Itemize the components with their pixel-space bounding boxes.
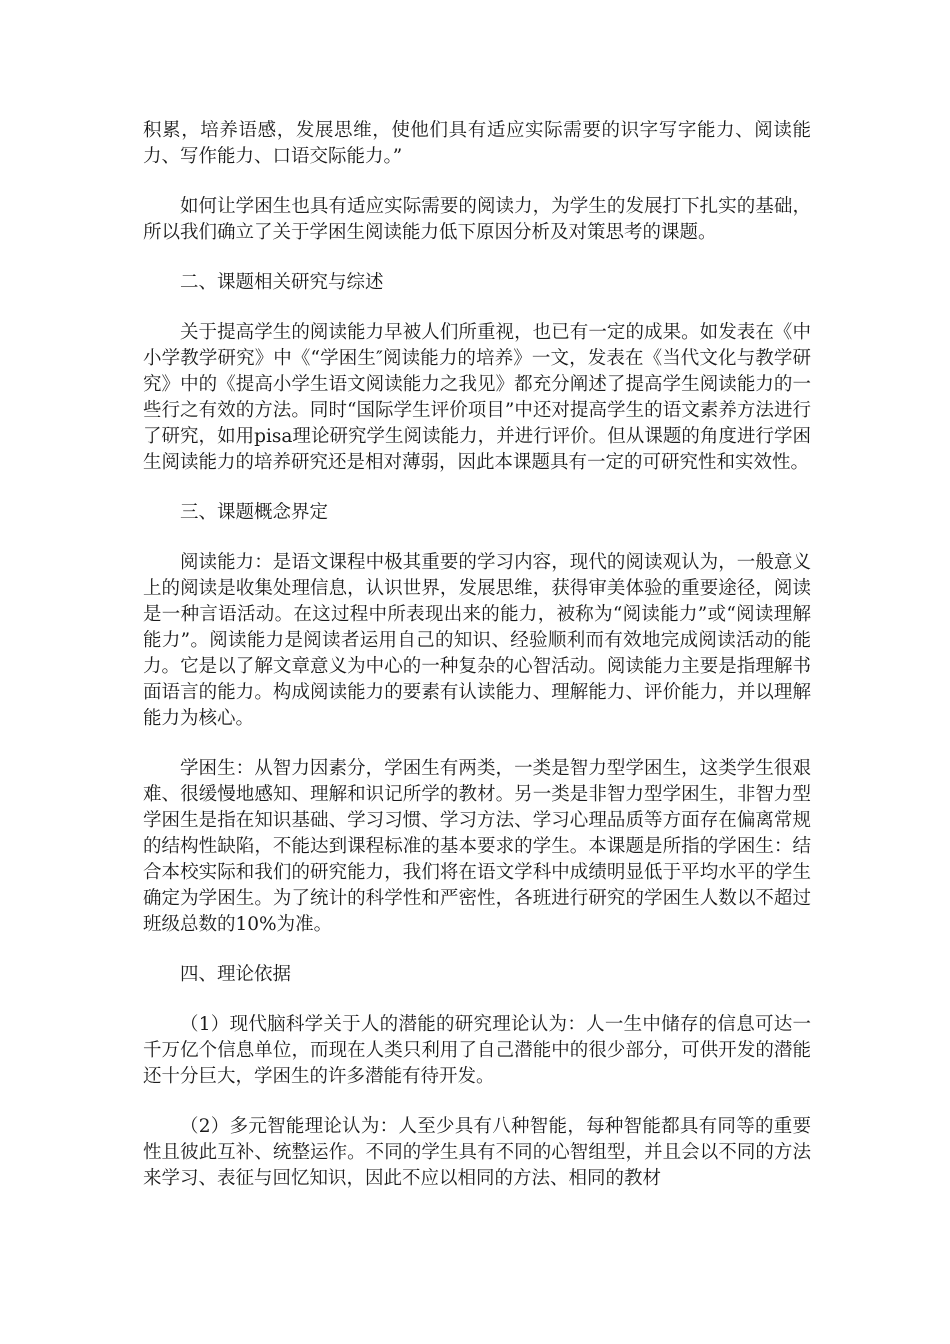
paragraph-research-purpose: 如何让学困生也具有适应实际需要的阅读力，为学生的发展打下扎实的基础，所以我们确立了关于学困生阅读能力低下原因分析及对策思考的课题。 xyxy=(143,196,811,243)
paragraph-continuation: 积累，培养语感，发展思维，使他们具有适应实际需要的识字写字能力、阅读能力、写作能力、口语交际能力。” xyxy=(143,120,811,167)
section-heading-4: 四、理论依据 xyxy=(180,964,292,985)
document-page xyxy=(143,118,811,1192)
section-heading-2: 二、课题相关研究与综述 xyxy=(180,272,384,293)
paragraph-related-research: 关于提高学生的阅读能力早被人们所重视，也已有一定的成果。如发表在《中小学教学研究》中《“学困生″阅读能力的培养》一文，发表在《当代文化与教学研究》中的《提高小学生语文阅读能力之我见》都充分阐述了提高学生阅读能力的一些行之有效的方法。同时“国际学生评价项目”中还对提高学生的语文素养方法进行了研究，如用pisa理论研究学生阅读能力，并进行评价。但从课题的角度进行学困生阅读能力的培养研究还是相对薄弱，因此本课题具有一定的可研究性和实效性。 xyxy=(143,322,811,473)
paragraph-reading-ability-definition: 阅读能力：是语文课程中极其重要的学习内容，现代的阅读观认为，一般意义上的阅读是收集处理信息，认识世界，发展思维，获得审美体验的重要途径，阅读是一种言语活动。在这过程中所表现出来的能力，被称为“阅读能力”或“阅读理解能力”。阅读能力是阅读者运用自己的知识、经验顺利而有效地完成阅读活动的能力。它是以了解文章意义为中心的一种复杂的心智活动。阅读能力主要是指理解书面语言的能力。构成阅读能力的要素有认读能力、理解能力、评价能力，并以理解能力为核心。 xyxy=(143,552,811,729)
section-heading-3: 三、课题概念界定 xyxy=(180,502,329,523)
paragraph-theory-1: （1）现代脑科学关于人的潜能的研究理论认为：人一生中储存的信息可达一千万亿个信息单位，而现在人类只利用了自己潜能中的很少部分，可供开发的潜能还十分巨大，学困生的许多潜能有待开发。 xyxy=(143,1014,811,1087)
paragraph-struggling-student-definition: 学困生：从智力因素分，学困生有两类，一类是智力型学困生，这类学生很艰难、很缓慢地感知、理解和识记所学的教材。另一类是非智力型学困生，非智力型学困生是指在知识基础、学习习惯、学习方法、学习心理品质等方面存在偏离常规的结构性缺陷，不能达到课程标准的基本要求的学生。本课题是所指的学困生：结合本校实际和我们的研究能力，我们将在语文学科中成绩明显低于平均水平的学生确定为学困生。为了统计的科学性和严密性，各班进行研究的学困生人数以不超过班级总数的10%为准。 xyxy=(143,758,811,935)
paragraph-theory-2: （2）多元智能理论认为：人至少具有八种智能，每种智能都具有同等的重要性且彼此互补、统整运作。不同的学生具有不同的心智组型，并且会以不同的方法来学习、表征与回忆知识，因此不应以相同的方法、相同的教材 xyxy=(143,1116,811,1189)
